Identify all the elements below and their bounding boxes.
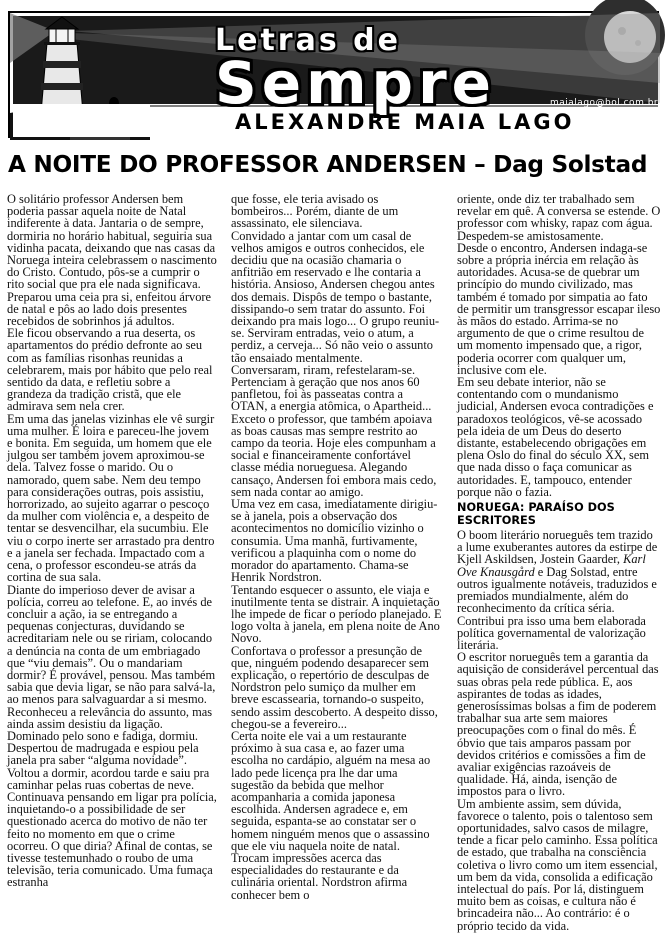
paragraph: Conversaram, riram, refestelaram-se. Pertenciam à geração que nos anos 60 panfletou, foi às passeatas contra a OTAN, a energia atômica, o Apartheid... Exceto o professor, que também apoiava as boas causas mas sempre restrito ao campo da teoria. Hoje eles compunham a social e financeiramente confortável classe média norueguesa. Alegando cansaço, Andersen foi embora mais cedo, sem nada contar ao amigo.: [231, 362, 437, 499]
paragraph: Diante do imperioso dever de avisar a polícia, correu ao telefone. E, ao invés de concluir a ação, ia se entregando a pequenas conjecturas, duvidando se acreditariam nele ou se ririam, colocando a denúncia na conta de um embriagado que “viu demais”. Ou o mandariam dormir? É provável, pensou. Mas também sabia que devia ligar, se não para salvá-la, ao menos para salvaguardar a si mesmo. Reconheceu a relevância do assunto, mas ainda assim desistiu da ligação.: [7, 582, 216, 731]
paragraph: Dominado pelo sono e fadiga, dormiu. Despertou de madrugada e espiou pela janela pra saber “alguma novidade”. Voltou a dormir, acordou tarde e saiu pra caminhar pelas ruas cobertas de neve. Continuava pensando em ligar pra polícia, inquietando-o a possibilidade de ser questionado acerca do motivo de não ter feito no momento em que o crime ocorreu. O que diria? Afinal de contas, se tivesse testemunhado o roubo de uma televisão, teria comunicado. Uma fumaça estranha: [7, 728, 217, 890]
paragraph-text: e Dag Solstad, entre outros igualmente notáveis, traduzidos e premiados mundialmente, além do reconhecimento da crítica séria. Contribui pra isso uma bem elaborada política governamental de valorização literária.: [457, 564, 657, 652]
series-title-line2: Sempre: [215, 49, 497, 117]
paragraph: Ele ficou observando a rua deserta, os apartamentos do prédio defronte ao seu com as famílias risonhas reunidas a celebrarem, mais por hábito que pelo real sentido da data, e refletiu sobre a grandeza da tradição cristã, que ele admirava sem nela crer.: [7, 326, 213, 414]
paragraph: Certa noite ele vai a um restaurante próximo à sua casa e, ao fazer uma escolha no cardápio, alguém na mesa ao lado pede licença pra lhe dar uma sugestão da bebida que melhor acompanharia a comida japonesa escolhida. Andersen agradece e, em seguida, espanta-se ao constatar ser o homem ninguém menos que o assassino que ele viu naquela noite de natal.: [231, 728, 431, 853]
series-title-line1: Letras de: [215, 23, 401, 58]
paragraph: Confortava o professor a presunção de que, ninguém podendo desaparecer sem explicação, o repertório de desculpas de Nordstron pelo sumiço da mulher em breve escassearia, tornando-o suspeito, sendo assim descoberto. A despeito disso, chegou-se a fevereiro...: [231, 643, 438, 731]
paragraph: Desde o encontro, Andersen indaga-se sobre a própria inércia em relação às autoridades. Acusa-se de quebrar um princípio do mundo civilizado, mas também é tomado por simpatia ao fato de permitir um transgressor escapar ileso às mãos do estado. Arrima-se no argumento de que o crime resultou de um momento impensado que, a rigor, poderia ocorrer com qualquer um, inclusive com ele.: [457, 240, 661, 377]
section-heading: NORUEGA: PARAÍSO DOS ESCRITORES: [457, 501, 615, 527]
paragraph: que fosse, ele teria avisado os bombeiros... Porém, diante de um assassinato, ele silenciava.: [231, 192, 399, 231]
column-banner: [8, 11, 659, 138]
paragraph: Convidado a jantar com um casal de velhos amigos e outros conhecidos, ele decidiu que na ocasião chamaria o anfitrião em reservado e lhe contaria a história. Ansioso, Andersen chegou antes dos demais. Dispôs de tempo o bastante, dissipando-o sem tratar do assunto. Foi deixando pra mais logo... O grupo reuniu-se. Serviram entradas, veio o atum, a perdiz, a cerveja... Só não veio o assunto tão ensaiado mentalmente.: [231, 228, 440, 365]
article-column-2: [231, 192, 442, 902]
paragraph: Trocam impressões acerca das especialidades do restaurante e da culinária oriental. Nordstron afirma conhecer bem o: [231, 850, 408, 902]
paragraph: Em seu debate interior, não se contentando com o mundanismo judicial, Andersen evoca contradições e paradoxos teológicos, vê-se acossado pela ideia de um Deus do deserto distante, estabelecendo obrigações em plena Oslo do final do século XX, sem que nada disso o faça comunicar as autoridades. E, tampouco, entender porque não o fazia.: [457, 375, 654, 499]
paragraph: oriente, onde diz ter trabalhado sem revelar em quê. A conversa se estende. O professor com whisky, rapaz com água. Despedem-se amistosamente.: [457, 192, 661, 243]
paragraph: Tentando esquecer o assunto, ele viaja e inutilmente tenta se distrair. A inquietação lhe impede de ficar o período planejado. E logo volta à janela, em plena noite de Ano Novo.: [231, 582, 442, 646]
paragraph: O escritor norueguês tem a garantia da aquisição de considerável percentual das suas obras pela rede pública. E, aos aspirantes de todas as idades, generosíssimas bolsas a fim de poderem trabalhar sua arte sem maiores preocupações com o final do mês. É óbvio que tais amparos passam por devidos critérios e comissões a fim de avaliar exigências razoáveis de qualidade. Há, ainda, isenção de impostos para o livro.: [457, 650, 659, 799]
paragraph: Uma vez em casa, imediatamente dirigiu-se à janela, pois a observação dos acontecimentos no domicílio vizinho o consumia. Uma manhã, furtivamente, verificou a plaquinha com o nome do morador do apartamento. Chama-se Henrik Nordstron.: [231, 497, 438, 585]
paragraph: [457, 529, 661, 651]
author-email: maialago@bol.com.br: [550, 98, 659, 108]
paragraph: O solitário professor Andersen bem poderia passar aquela noite de Natal indiferente à data. Jantaria o de sempre, dormiria no horário habitual, seguiria sua vidinha pacata, deixando que nas casas da Noruega inteira celebrassem o nascimento do Cristo. Contudo, pôs-se a cumprir o rito social que pra ele nada significava. Preparou uma ceia pra si, enfeitou árvore de natal e pôs ao lado dois presentes recebidos de sobrinhos já adultos.: [7, 192, 217, 329]
author-name-italic: Karl Ove Knausgård: [457, 552, 646, 579]
article-headline: A NOITE DO PROFESSOR ANDERSEN – Dag Solstad: [8, 151, 648, 178]
paragraph: Em uma das janelas vizinhas ele vê surgir uma mulher. É loira e pareceu-lhe jovem e bonita. Em seguida, um homem que ele julgou ser também jovem aproximou-se dela. Talvez fosse o marido. Ou o namorado, quem sabe. Nem deu tempo para considerações outras, pois assistiu, horrorizado, ao sujeito agarrar o pescoço da mulher com violência e, a despeito de tentar se desvencilhar, ela sucumbiu. Ele viu o corpo inerte ser arrastado pra dentro e a janela ser fechada. Impactado com a cena, o professor escondeu-se atrás da cortina de sua sala.: [7, 411, 215, 585]
paragraph: Um ambiente assim, sem dúvida, favorece o talento, pois o talentoso sem oportunidades, salvo casos de milagre, tende a ficar pelo caminho. Essa política de estado, que trabalha na consciência coletiva o livro como um item essencial, um bem da vida, consolida a edificação intelectual do país. Por lá, distinguem muito bem as coisas, e cultura não é brincadeira não... Ao contrário: é o próprio tecido da vida.: [457, 796, 658, 933]
author-name: ALEXANDRE MAIA LAGO: [235, 110, 575, 134]
paragraph-text: O boom literário norueguês tem trazido a lume exuberantes autores da estirpe de Kjell Askildsen, Jostein Gaarder,: [457, 528, 658, 567]
article-column-3: [457, 192, 661, 933]
article-column-1: [7, 192, 217, 890]
